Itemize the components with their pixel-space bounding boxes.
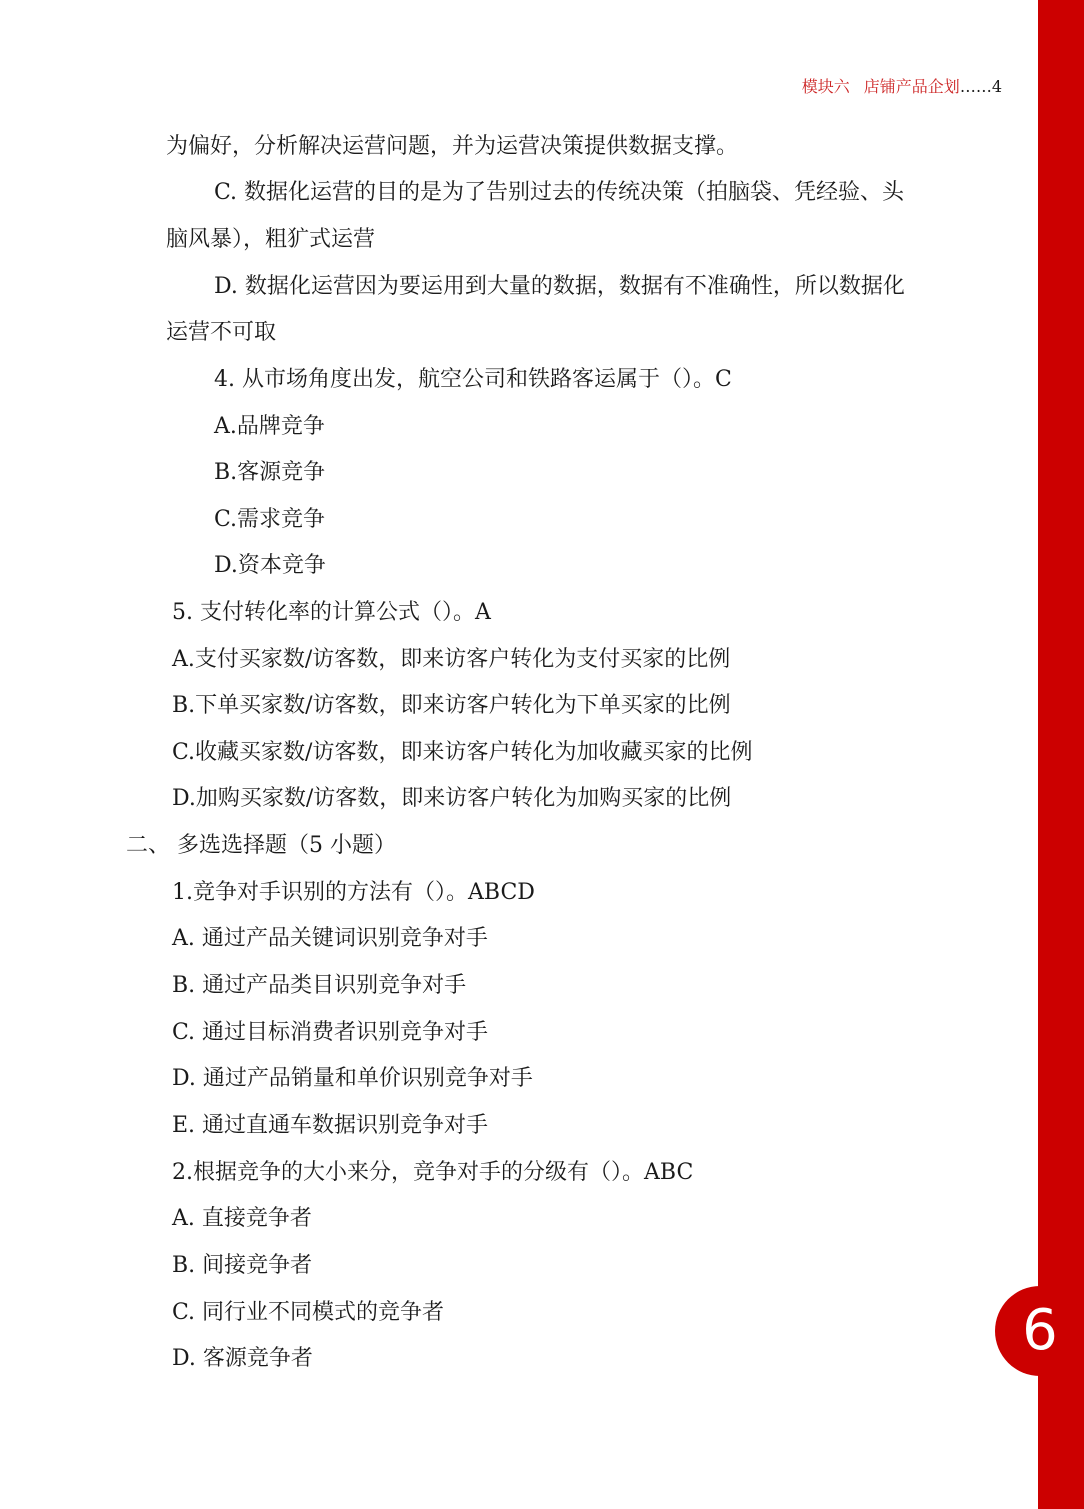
option-line: C. 同行业不同模式的竞争者 [172, 1300, 445, 1325]
chapter-tab-number: 6 [1022, 1298, 1058, 1363]
option-line: B. 间接竞争者 [172, 1253, 313, 1278]
option-line: D.加购买家数/访客数，即来访客户转化为加购买家的比例 [172, 786, 732, 811]
chapter-tab-badge [995, 1286, 1084, 1376]
text-line: C. 数据化运营的目的是为了告别过去的传统决策（拍脑袋、凭经验、头 [214, 180, 905, 205]
question-line: 1.竞争对手识别的方法有（）。ABCD [172, 880, 535, 905]
header-chapter-title: 店铺产品企划 [863, 77, 960, 96]
option-line: C.需求竞争 [214, 507, 326, 532]
section-heading: 二、 多选选择题（5 小题） [126, 833, 396, 858]
text-line: 运营不可取 [166, 320, 277, 345]
option-line: D. 通过产品销量和单价识别竞争对手 [172, 1066, 533, 1091]
option-line: A.品牌竞争 [214, 414, 325, 439]
question-line: 4. 从市场角度出发，航空公司和铁路客运属于（）。C [214, 367, 732, 392]
question-line: 5. 支付转化率的计算公式（）。A [172, 600, 491, 625]
option-line: E. 通过直通车数据识别竞争对手 [172, 1113, 489, 1138]
option-line: D.资本竞争 [214, 553, 326, 578]
option-line: A.支付买家数/访客数，即来访客户转化为支付买家的比例 [172, 647, 731, 672]
header-module: 模块六 [801, 77, 850, 96]
running-header [802, 74, 1002, 97]
option-line: C. 通过目标消费者识别竞争对手 [172, 1020, 489, 1045]
option-line: B.客源竞争 [214, 460, 326, 485]
option-line: D. 客源竞争者 [172, 1346, 313, 1371]
option-line: A. 直接竞争者 [172, 1206, 312, 1231]
question-line: 2.根据竞争的大小来分，竞争对手的分级有（）。ABC [172, 1160, 694, 1185]
option-line: A. 通过产品关键词识别竞争对手 [172, 926, 488, 951]
text-line: 为偏好，分析解决运营问题，并为运营决策提供数据支撑。 [166, 134, 739, 159]
red-side-strip [1038, 0, 1084, 1509]
option-line: C.收藏买家数/访客数，即来访客户转化为加收藏买家的比例 [172, 740, 753, 765]
option-line: B. 通过产品类目识别竞争对手 [172, 973, 467, 998]
text-line: 脑风暴），粗犷式运营 [166, 227, 376, 252]
header-page-number: ……4 [959, 77, 1002, 96]
text-line: D. 数据化运营因为要运用到大量的数据，数据有不准确性，所以数据化 [214, 274, 905, 299]
option-line: B.下单买家数/访客数，即来访客户转化为下单买家的比例 [172, 693, 731, 718]
